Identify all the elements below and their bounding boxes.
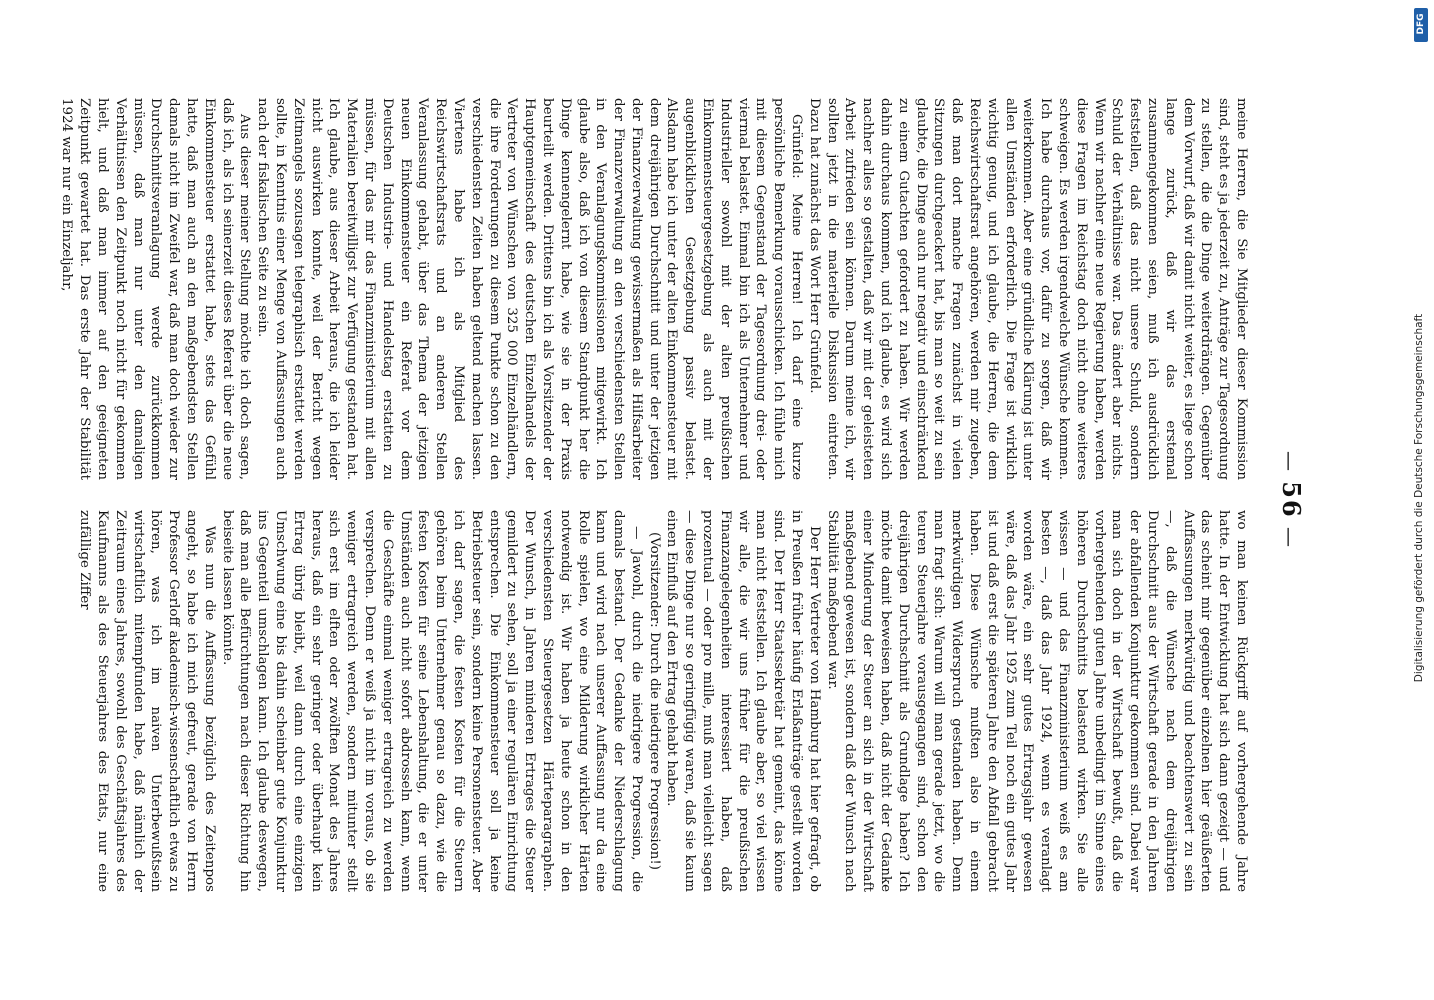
right-column [77,510,1250,892]
paragraph: Was nun die Auffassung bezüglich des Zeitenpos angeht, so habe ich mich gefreut, gerade von Herrn Professor Gerloff akademisch-wissenschaftlich etwas zu hören, was ich im naiven Unterbewußtsein wirtschaftlich mitempfunden habe, daß nämlich der Zeitraum eines Jahres, sowohl des Geschäftsjahres des Kaufmanns als des Steuerjahres des Etats, nur eine zufällige Ziffer [77,510,217,892]
paragraph: Grünfeld: Meine Herren! Ich darf eine kurze persönliche Bemerkung vorausschicken. Ich fühle mich mit diesem Gegenstand der Tagesordnung drei- oder viermal belastet. Einmal bin ich als Unternehmer und Industrieller sowohl mit der alten preußischen Einkommensteuergesetzgebung als auch mit der augenblicklichen Gesetzgebung passiv belastet. Alsdann habe ich unter der alten Einkommensteuer mit dem dreijährigen Durchschnitt und unter der jetzigen der Finanzverwaltung gewissermaßen als Hilfsarbeiter der Finanzverwaltung an den verschiedensten Stellen in den Veranlagungskommissionen mitgewirkt. Ich glaube also, daß ich von diesem Standpunkt her die Dinge kennengelernt habe, wie sie in der Praxis beurteilt werden. Drittens bin ich als Vorsitzender der Hauptgemeinschaft des deutschen Einzelhandels der Vertreter von Wünschen von 325 000 Einzelhändlern, die ihre Forderungen zu diesem Punkte schon zu den verschiedensten Zeiten haben geltend machen lassen. Viertens habe ich als Mitglied des Reichswirtschaftsrats und an anderen Stellen Veranlassung gehabt, über das Thema der jetzigen neuen Einkommensteuer ein Referat vor dem Deutschen Industrie- und Handelstag erstatten zu müssen, für das mir das Finanzministerium mit allen Materialien bereitwilligst zur Verfügung gestanden hat. Ich glaube, aus dieser Arbeit heraus, die ich leider nicht auswirken konnte, weil der Bericht wegen Zeitmangels sozusagen telegraphisch erstattet werden sollte, in Kenntnis einer Menge von Auffassungen auch nach der fiskalischen Seite zu sein. [255,98,805,480]
dfg-logo-text: DFG [1416,13,1426,35]
rotated-page [59,90,1312,910]
dfg-logo [1414,8,1428,42]
digitization-credit [1404,0,1434,1000]
paragraph: — Jawohl, durch die niedrigere Progression, die damals bestand. Der Gedanke der Niederschlagung kann und wird nach unserer Auffassung nur da eine Rolle spielen, wo eine Milderung wirklicher Härten notwendig ist. Wir haben ja heute schon in den verschiedensten Steuergesetzen Härteparagraphen. Der Wunsch, in Jahren minderen Ertrages die Steuer gemildert zu sehen, soll ja einer regulären Einrichtung entsprechen. Die Einkommensteuer soll ja keine Betriebsteuer sein, sondern keine Personensteuer. Aber ich darf sagen, die festen Kosten für die Steuern gehören beim Unternehmer genau so dazu, wie die festen Kosten für seine Lebenshaltung, die er unter Umständen auch nicht sofort abdrosseln kann, wenn die Geschäfte einmal weniger ertragreich zu werden versprechen. Denn er weiß ja nicht im voraus, ob sie weniger ertragreich werden, sondern mitunter stellt sich erst im elften oder zwölften Monat des Jahres heraus, daß ein sehr geringer oder überhaupt kein Ertrag übrig bleibt, weil dann durch eine einzigen Umschwung eine bis dahin scheinbar gute Konjunktur ins Gegenteil umschlagen kann. Ich glaube deswegen, daß man alle Befürchtungen nach dieser Richtung hin beiseite lassen könnte. [219,510,644,892]
interjection: (Vorsitzender: Durch die niedrigere Progression!) [646,532,662,870]
left-column [59,98,1250,480]
page-number: — 56 — [1277,450,1306,550]
paragraph: meine Herren, die Sie Mitglieder dieser Kommission sind, steht es ja jederzeit zu, Anträge zur Tagesordnung zu stellen, die die Dinge weiterdrängen. Gegenüber dem Vorwurf, daß wir damit nicht weiter, es liege schon lange zurück, daß wir das erstemal zusammengekommen seien, muß ich ausdrücklich feststellen, daß das nicht unsere Schuld, sondern Schuld der Verhältnisse war. Das ändert aber nichts. Wenn wir nachher eine neue Regierung haben, werden diese Fragen im Reichstag doch nicht ohne weiteres schweigen. Es werden irgendwelche Wünsche kommen. Ich habe durchaus vor, dafür zu sorgen, daß wir weiterkommen. Aber eine gründliche Klärung ist unter allen Umständen erforderlich. Die Frage ist wirklich wichtig genug, und ich glaube, die Herren, die dem Reichswirtschaftsrat angehören, werden mir zugeben, daß man dort manche Fragen zunächst in vielen Sitzungen durchgeackert hat, bis man so weit zu sein glaubte, die Dinge auch nur negativ und einschränkend zu einem Gutachten gefordert zu haben. Wir werden dahin durchaus kommen, und ich glaube, es wird sich nachher alles so gestalten, daß wir mit der geleisteten Arbeit zufrieden sein können. Darum meine ich, wir sollten jetzt in die materielle Diskussion eintreten. Dazu hat zunächst das Wort Herr Grünfeld. [806,98,1249,480]
paragraph: wo man keinen Rückgriff auf vorhergehende Jahre hatte. In der Entwicklung hat sich dann gezeigt — und das scheint mir gegenüber einzelnen hier geäußerten Auffassungen merkwürdig und beachtenswert zu sein —, daß die Wünsche nach dem dreijährigen Durchschnitt aus der Wirtschaft gerade in den Jahren der abfallenden Konjunktur gekommen sind. Dabei war man sich doch in der Wirtschaft bewußt, daß die vorhergehenden guten Jahre unbedingt im Sinne eines höheren Durchschnitts belastend wirken. Sie alle wissen — und das Finanzministerium weiß es am besten —, daß das Jahr 1924, wenn es veranlagt worden wäre, ein sehr gutes Ertragsjahr gewesen wäre, daß das Jahr 1925 zum Teil noch ein gutes Jahr ist und daß erst die späteren Jahre den Abfall gebracht haben. Diese Wünsche mußten also in einem merkwürdigen Widerspruch gestanden haben. Denn man fragt sich: Warum will man gerade jetzt, wo die teuren Steuerjahre vorausgegangen sind, schon den dreijährigen Durchschnitt als Grundlage haben? Ich möchte damit beweisen haben, daß nicht der Gedanke einer Minderung der Steuer an sich in der Wirtschaft maßgebend gewesen ist, sondern daß der Wunsch nach Stabilität maßgebend war. [824,510,1249,892]
paragraph: Der Herr Vertreter von Hamburg hat hier gefragt, ob in Preußen früher häufig Erlaßanträge gestellt worden sind. Der Herr Staatssekretär hat gemeint, das könne man nicht feststellen. Ich glaube aber, so viel wissen wir alle, die wir uns früher für die preußischen Finanzangelegenheiten interessiert haben, daß prozentual — oder pro mille, muß man vielleicht sagen — diese Dinge nur so geringfügig waren, daß sie kaum einen Einfluß auf den Ertrag gehabt haben. [664,510,822,892]
paragraph: Aus dieser meiner Stellung möchte ich doch sagen, daß ich, als ich seinerzeit dieses Referat über die neue Einkommensteuer erstattet habe, stets das Gefühl hatte, daß man auch an den maßgebendsten Stellen damals nicht im Zweifel war, daß man doch wieder zur Durchschnittsveranlagung werde zurückkommen müssen, daß man nur unter den damaligen Verhältnissen den Zeitpunkt noch nicht für gekommen hielt, und daß man immer auf den geeigneten Zeitpunkt gewartet hat. Das erste Jahr der Stabilität 1924 war nur ein Einzeljahr, [59,98,253,480]
credit-text: Digitalisierung gefördert durch die Deutsche Forschungsgemeinschaft [1413,313,1425,683]
